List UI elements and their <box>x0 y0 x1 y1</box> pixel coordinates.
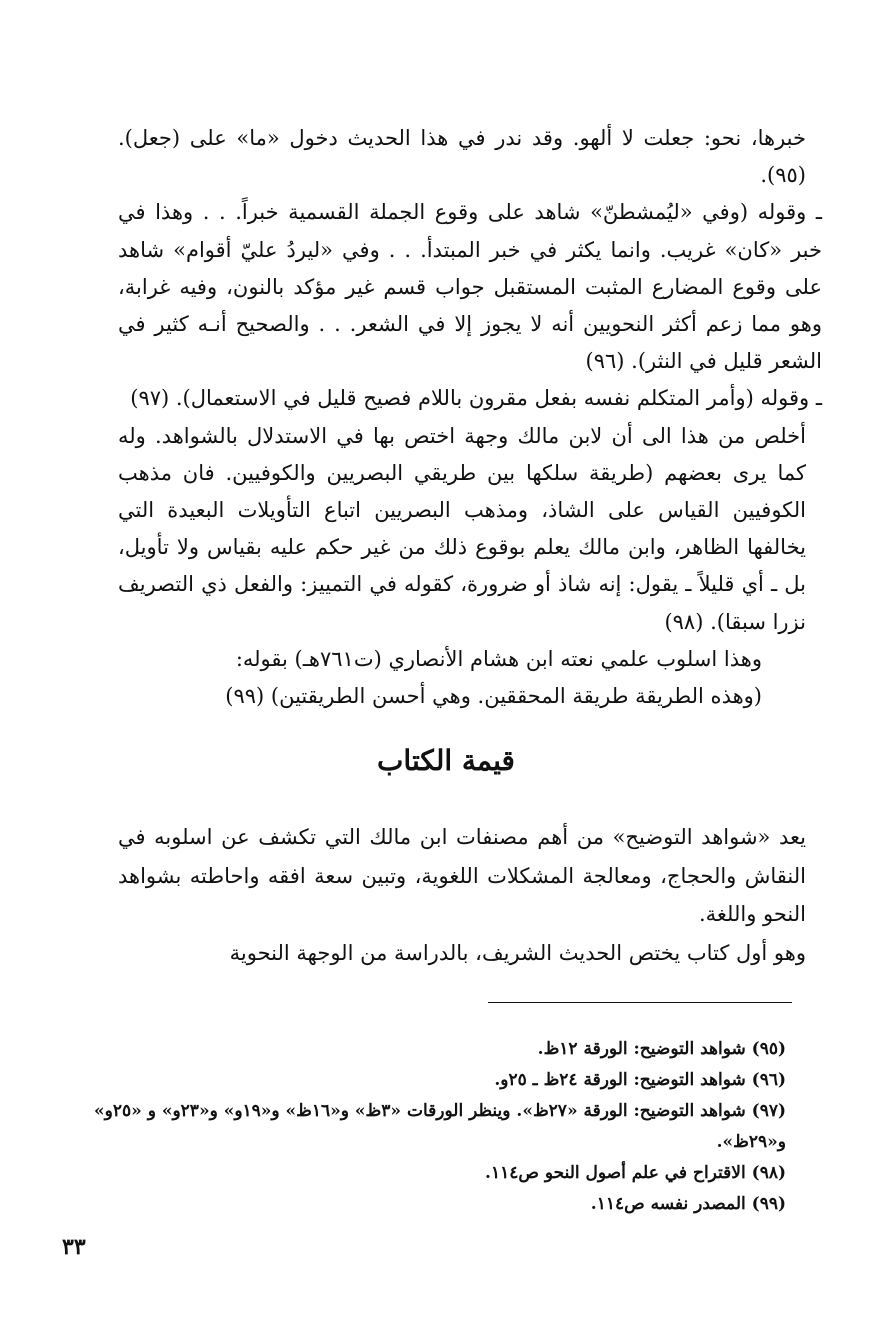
body-paragraph-2: ـ وقوله (وفي «ليُمشطنّ» شاهد على وقوع الجملة القسمية خبراً. . . وهذا في خبر «كان» غريب. وانما يكثر في خبر المبتدأ. . . وفي «ليردُ عليّ أقوام» شاهد على وقوع المضارع المثبت المستقبل جواب قسم غير مؤكد بالنون، وفيه غرابة، وهو مما زعم أكثر النحويين أنه لا يجوز إلا في الشعر. . . والصحيح أنـه كثير في الشعر قليل في النثر). (٩٦) <box>118 200 822 374</box>
section-paragraph-1: يعد «شواهد التوضيح» من أهم مصنفات ابن مالك التي تكشف عن اسلوبه في النقاش والحجاج، ومعالجة المشكلات اللغوية، وتبين سعة افقه واحاطته بشواهد النحو واللغة. <box>118 825 806 926</box>
footnote-96: (٩٦) شواهد التوضيح: الورقة ٢٤ظ ـ ٢٥و. <box>494 1070 786 1090</box>
body-paragraph-1: خبرها، نحو: جعلت لا ألهو. وقد ندر في هذا الحديث دخول «ما» على (جعل). (٩٥). <box>118 126 806 188</box>
footnote-95: (٩٥) شواهد التوضيح: الورقة ١٢ظ. <box>537 1039 786 1059</box>
body-paragraph-6: (وهذه الطريقة طريقة المحققين. وهي أحسن الطريقتين) (٩٩) <box>225 684 762 709</box>
footnotes <box>80 1034 786 1220</box>
section-text-block <box>118 818 806 972</box>
footnote-divider <box>488 1002 792 1003</box>
footnote-97: (٩٧) شواهد التوضيح: الورقة «٢٧ظ». وينظر الورقات «٣ظ» و«١٦ظ» و«١٩و» و«٢٣و» و «٢٥و» و«٢٩ظ». <box>94 1101 786 1152</box>
body-paragraph-4: أخلص من هذا الى أن لابن مالك وجهة اختص بها في الاستدلال بالشواهد. وله كما يرى بعضهم (طريقة سلكها بين طريقي البصريين والكوفيين. فان مذهب الكوفيين القياس على الشاذ، ومذهب البصريين اتباع التأويلات البعيدة التي يخالفها الظاهر، وابن مالك يعلم بوقوع ذلك من غير حكم عليه بقياس ولا تأويل، بل ـ أي قليلاً ـ يقول: إنه شاذ أو ضرورة، كقوله في التمييز: والفعل ذي التصريف نزرا سبقا). (٩٨) <box>118 423 806 634</box>
section-paragraph-2: وهو أول كتاب يختص الحديث الشريف، بالدراسة من الوجهة النحوية <box>229 940 806 965</box>
page-number: ٣٣ <box>62 1234 86 1260</box>
body-paragraph-3: ـ وقوله (وأمر المتكلم نفسه بفعل مقرون باللام فصيح قليل في الاستعمال). (٩٧) <box>130 386 822 411</box>
main-text-block <box>118 120 822 715</box>
footnote-98: (٩٨) الاقتراح في علم أصول النحو ص١١٤. <box>485 1163 786 1183</box>
footnote-99: (٩٩) المصدر نفسه ص١١٤. <box>590 1194 786 1214</box>
section-heading: قيمة الكتاب <box>377 744 515 777</box>
body-paragraph-5: وهذا اسلوب علمي نعته ابن هشام الأنصاري (ت٧٦١هـ) بقوله: <box>235 646 762 671</box>
